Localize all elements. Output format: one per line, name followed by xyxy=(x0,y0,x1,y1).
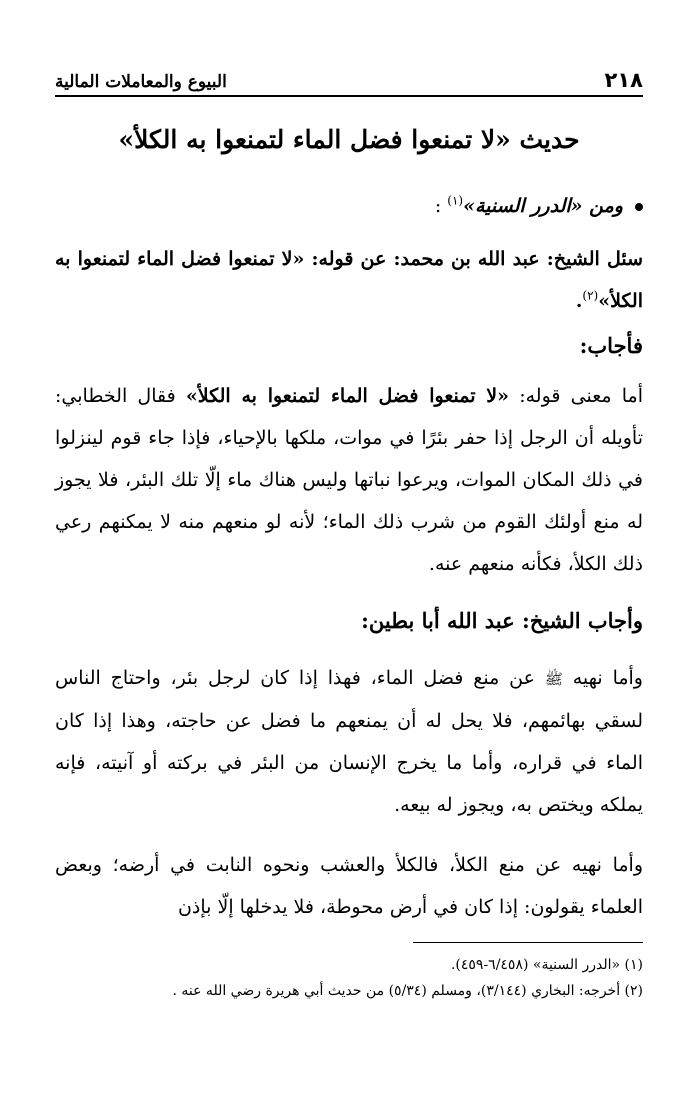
answer1-paragraph xyxy=(55,375,643,585)
footnote-ref-1: (١) xyxy=(447,193,464,208)
running-title: البيوع والمعاملات المالية xyxy=(55,72,227,92)
answer2-label: وأجاب الشيخ: عبد الله أبا بطين: xyxy=(361,608,643,633)
page-number: ٢١٨ xyxy=(604,68,643,92)
salutation-glyph: ﷺ xyxy=(544,670,563,688)
footnote-2: (٢) أخرجه: البخاري (٣/١٤٤)، ومسلم (٥/٣٤) من حديث أبي هريرة رضي الله عنه . xyxy=(172,983,643,999)
answer1-body: فقال الخطابي: تأويله أن الرجل إذا حفر بئرًا في موات، ملكها بالإحياء، فإذا جاء قوم لينزلوا في ذلك المكان الموات، ويرعوا نباتها وليس هناك ماء إلّا تلك البئر، فلا يجوز له منع أولئك القوم من شرب ذلك الماء؛ لأنه لو منعهم منه لا يمكنهم رعي ذلك الكلأ، فكأنه منعهم عنه. xyxy=(55,385,643,575)
question-end: . xyxy=(575,290,583,312)
footnote-ref-2: (٢) xyxy=(582,288,599,303)
footnote-divider xyxy=(413,942,643,943)
header-divider xyxy=(55,95,643,97)
bullet-icon xyxy=(635,203,643,211)
page-header xyxy=(55,62,643,92)
answer2-paragraph-2: وأما نهيه عن منع الكلأ، فالكلأ والعشب ونحوه النابت في أرضه؛ وبعض العلماء يقولون: إذا كان في أرض محوطة، فلا يدخلها إلّا بإذن xyxy=(55,854,643,918)
footnote-1: (١) «الدرر السنية» (٦/٤٥٨-٤٥٩). xyxy=(450,957,643,973)
question-text: سئل الشيخ: عبد الله بن محمد: عن قوله: «لا تمنعوا فضل الماء لتمنعوا به الكلأ» xyxy=(55,248,643,312)
section-heading: حديث «لا تمنعوا فضل الماء لتمنعوا به الكلأ» xyxy=(118,125,580,154)
answer-label: فأجاب: xyxy=(579,333,643,358)
para1-rest: عن منع فضل الماء، فهذا إذا كان لرجل بئر، واحتاج الناس لسقي بهائمهم، فلا يحل له أن يمنعهم ما فضل عن حاجته، وهذا إذا كان الماء في قراره، وأما ما يخرج الإنسان من البئر في بركته أو آنيته، فإنه يملكه ويختص به، ويجوز له بيعه. xyxy=(55,667,643,816)
footnotes xyxy=(55,952,643,1004)
answer1-quote: «لا تمنعوا فضل الماء لتمنعوا به الكلأ» xyxy=(185,385,509,407)
source-line xyxy=(55,185,643,227)
source-colon: : xyxy=(434,195,442,217)
answer1-intro: أما معنى قوله: xyxy=(519,385,644,407)
question-paragraph xyxy=(55,238,643,322)
source-text: ومن «الدرر السنية» xyxy=(463,195,623,217)
para1-start: وأما نهيه xyxy=(572,667,643,689)
answer2-paragraph-1 xyxy=(55,657,643,826)
